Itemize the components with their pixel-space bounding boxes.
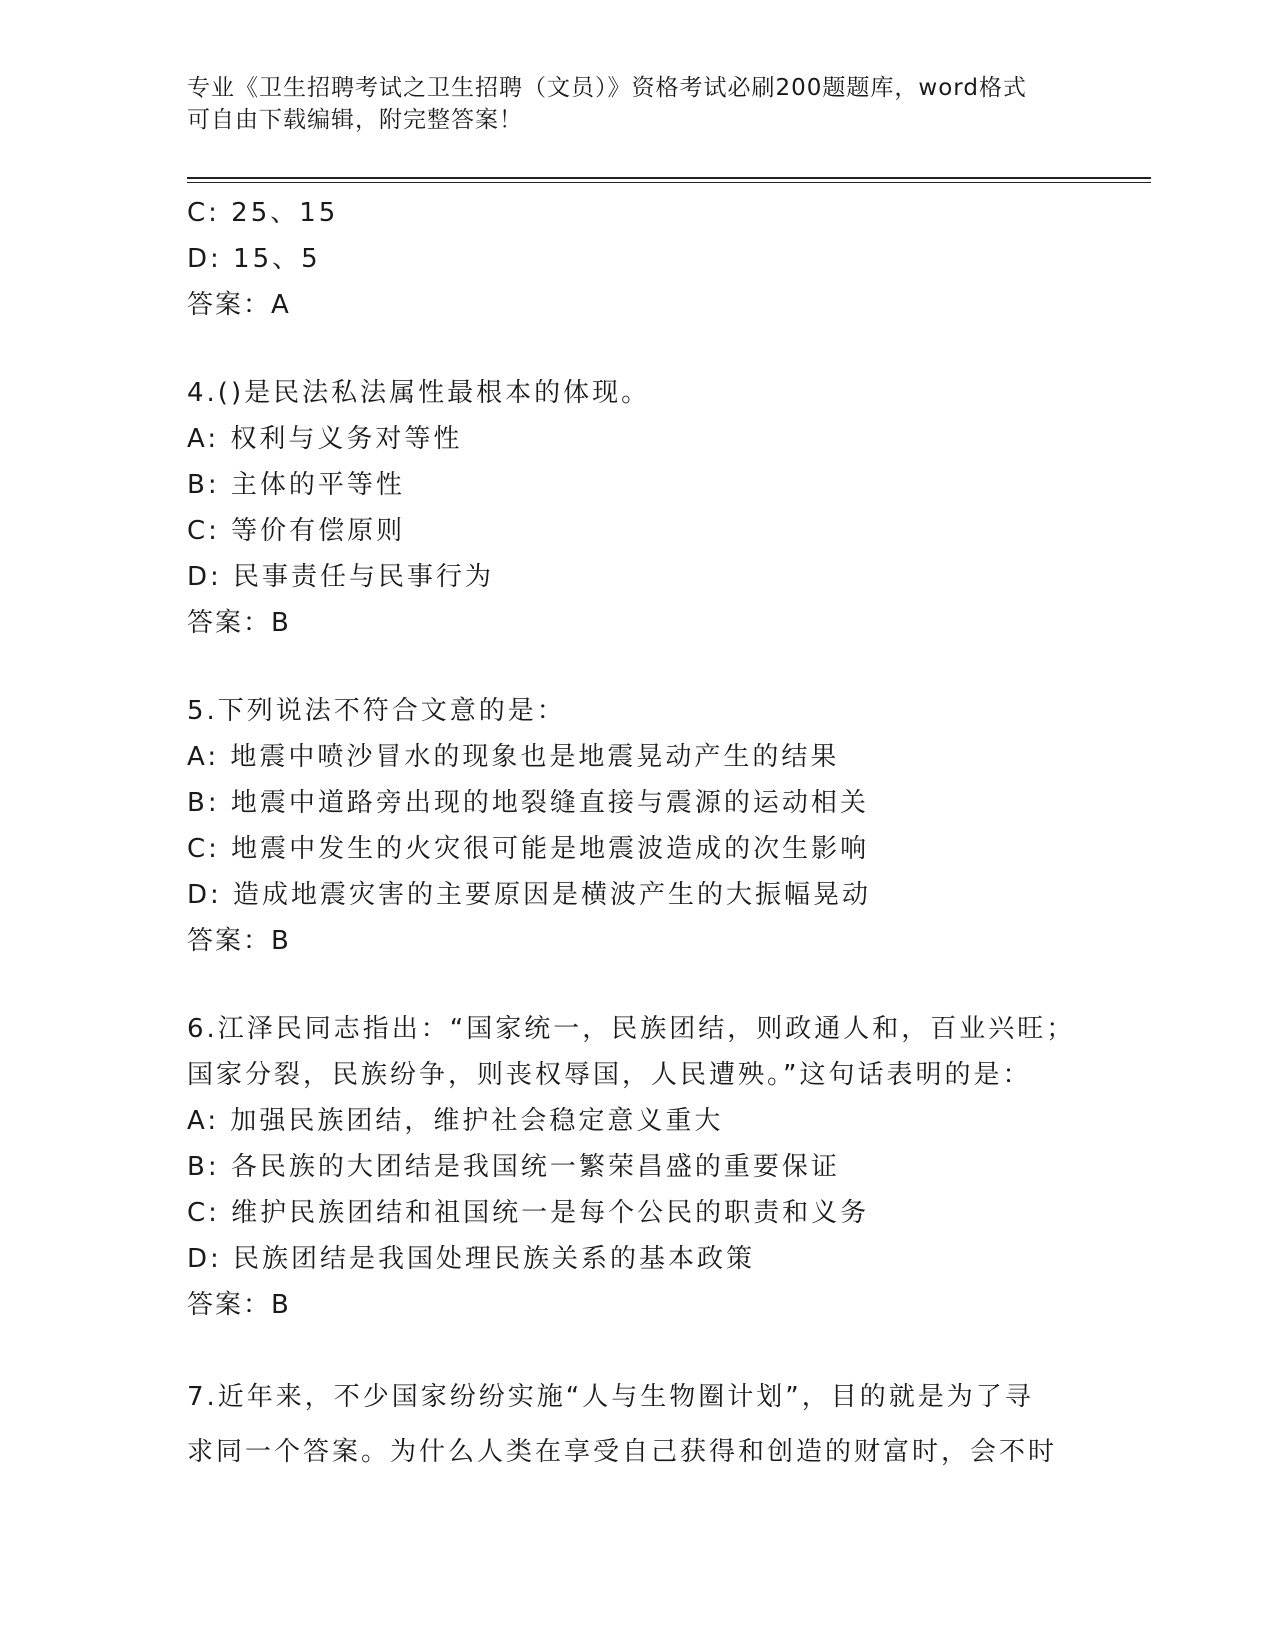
question-stem-line-2: 国家分裂，民族纷争，则丧权辱国，人民遭殃。”这句话表明的是： <box>187 1060 1032 1090</box>
question-stem: 5.下列说法不符合文意的是： <box>187 696 566 726</box>
option-b: B: 主体的平等性 <box>187 470 405 500</box>
spacer <box>187 328 1087 370</box>
question-stem: 4.()是民法私法属性最根本的体现。 <box>187 378 651 408</box>
option-c: C: 地震中发生的火灾很可能是地震波造成的次生影响 <box>187 834 870 864</box>
answer: 答案：A <box>187 290 291 320</box>
question-stem-line-1: 6.江泽民同志指出：“国家统一，民族团结，则政通人和，百业兴旺； <box>187 1014 1076 1044</box>
option-c: C: 维护民族团结和祖国统一是每个公民的职责和义务 <box>187 1198 870 1228</box>
option-d: D: 民事责任与民事行为 <box>187 562 495 592</box>
header-title-line-2: 可自由下载编辑，附完整答案！ <box>187 107 523 133</box>
question-7 <box>187 1370 1087 1480</box>
question-list <box>187 190 1087 1480</box>
answer: 答案：B <box>187 926 291 956</box>
spacer <box>187 1328 1087 1370</box>
header-divider-thin <box>187 182 1151 183</box>
option-d: D: 15、5 <box>187 244 321 274</box>
option-a: A: 地震中喷沙冒水的现象也是地震晃动产生的结果 <box>187 742 840 772</box>
option-c: C: 等价有偿原则 <box>187 516 406 546</box>
spacer <box>187 646 1087 688</box>
option-c: C: 25、15 <box>187 198 339 228</box>
question-4 <box>187 370 1087 646</box>
question-stem-line-2: 求同一个答案。为什么人类在享受自己获得和创造的财富时，会不时 <box>187 1437 1058 1467</box>
option-d: D: 民族团结是我国处理民族关系的基本政策 <box>187 1244 756 1274</box>
answer: 答案：B <box>187 1290 291 1320</box>
document-header <box>187 72 1067 136</box>
option-b: B: 各民族的大团结是我国统一繁荣昌盛的重要保证 <box>187 1152 840 1182</box>
question-3-tail <box>187 190 1087 328</box>
answer: 答案：B <box>187 608 291 638</box>
option-b: B: 地震中道路旁出现的地裂缝直接与震源的运动相关 <box>187 788 869 818</box>
question-5 <box>187 688 1087 964</box>
header-divider-thick <box>187 177 1151 179</box>
option-a: A: 权利与义务对等性 <box>187 424 463 454</box>
spacer <box>187 964 1087 1006</box>
header-title-line-1: 专业《卫生招聘考试之卫生招聘（文员）》资格考试必刷200题题库，word格式 <box>187 75 1027 101</box>
option-a: A: 加强民族团结，维护社会稳定意义重大 <box>187 1106 724 1136</box>
option-d: D: 造成地震灾害的主要原因是横波产生的大振幅晃动 <box>187 880 872 910</box>
question-stem-line-1: 7.近年来，不少国家纷纷实施“人与生物圈计划”，目的就是为了寻 <box>187 1382 1034 1412</box>
question-6 <box>187 1006 1087 1328</box>
